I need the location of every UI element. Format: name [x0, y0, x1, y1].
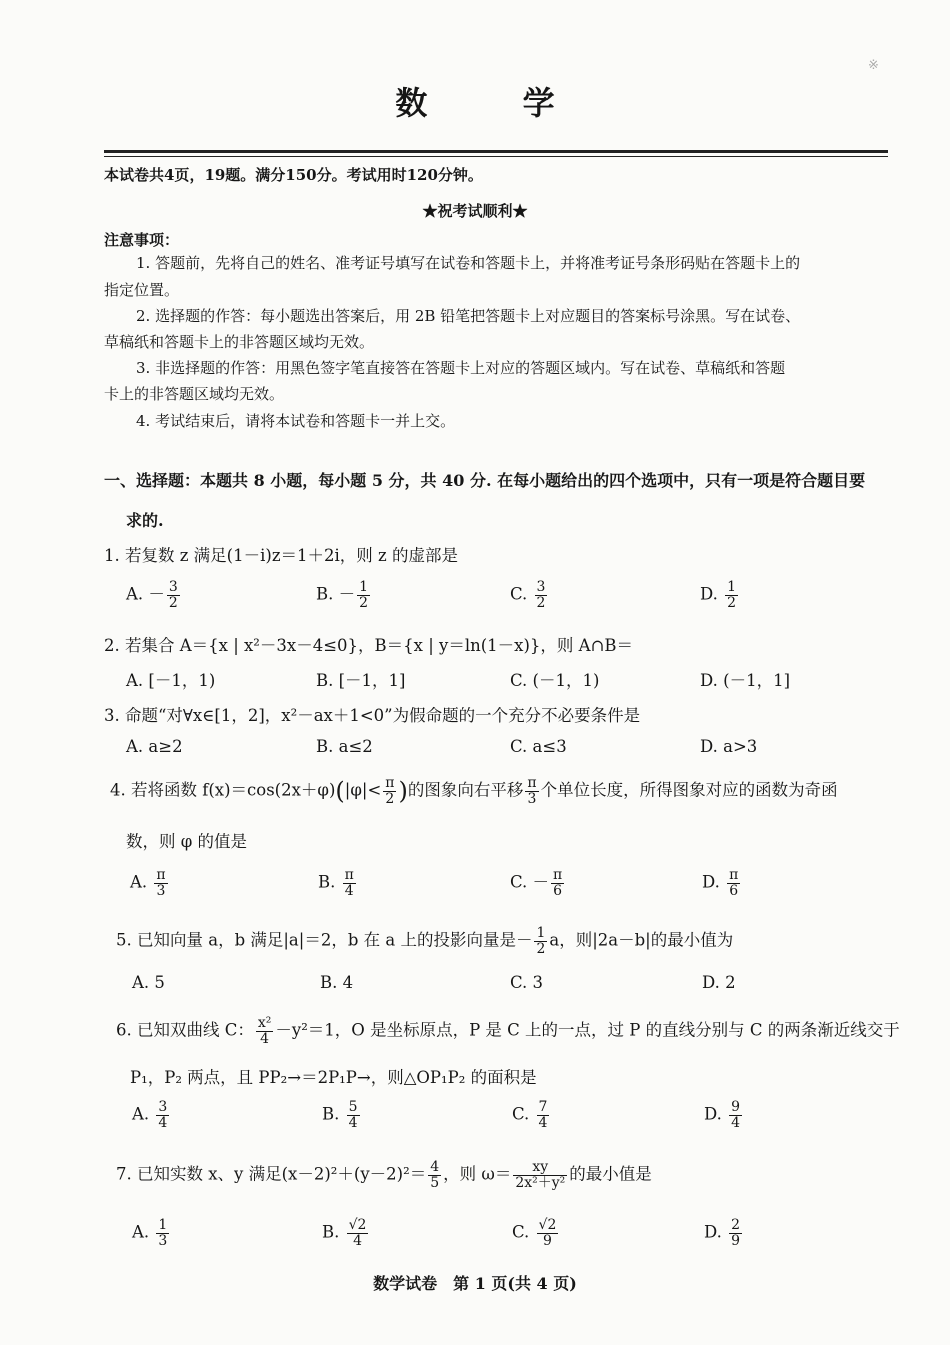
q3-option-d: D. a>3 — [700, 737, 758, 756]
note-2-line-2: 草稿纸和答题卡上的非答题区域均无效。 — [104, 333, 375, 351]
q6-option-b: B. $\frac{5}{4}$ — [322, 1099, 358, 1131]
note-2-line-1: 2. 选择题的作答：每小题选出答案后，用 2B 铅笔把答题卡上对应题目的答案标号涂黑。写在试卷、 — [136, 307, 801, 325]
q7-option-a: A. $\frac{1}{3}$ — [132, 1217, 168, 1249]
q7-option-c: C. $\frac{√2}{9}$ — [512, 1217, 557, 1249]
q1-option-b: B. － $\frac{1}{2}$ — [316, 579, 369, 611]
question-5-stem: 5. 已知向量 a，b 满足|a|＝2，b 在 a 上的投影向量是－ $\frac{1}{2}$ a，则|2a－b|的最小值为 — [116, 925, 734, 957]
question-7-stem: 7. 已知实数 x、y 满足(x－2)²＋(y－2)²＝ $\frac{4}{5}$ ，则 ω＝ $\frac{xy}{\text{2x²＋y²}}$ 的最小值是 — [116, 1159, 652, 1191]
question-3-stem: 3. 命题“对∀x∈[1，2]，x²－ax＋1<0”为假命题的一个充分不必要条件是 — [104, 706, 641, 725]
q1-option-d: D. $\frac{1}{2}$ — [700, 579, 737, 611]
q5-option-b: B. 4 — [320, 973, 354, 992]
note-4: 4. 考试结束后，请将本试卷和答题卡一并上交。 — [136, 412, 456, 430]
note-1-line-2: 指定位置。 — [104, 281, 180, 299]
corner-mark: ※ — [868, 58, 879, 73]
notes-heading: 注意事项： — [104, 231, 180, 249]
q6-option-c: C. $\frac{7}{4}$ — [512, 1099, 548, 1131]
note-3-line-1: 3. 非选择题的作答：用黑色签字笔直接答在答题卡上对应的答题区域内。写在试卷、草稿纸和答题 — [136, 359, 786, 377]
section-1-line-2: 求的. — [126, 511, 164, 530]
q2-option-d: D. (－1，1] — [700, 671, 791, 690]
question-1-stem: 1. 若复数 z 满足(1－i)z＝1＋2i，则 z 的虚部是 — [104, 546, 458, 565]
q4-option-d: D. $\frac{\pi}{6}$ — [702, 867, 739, 899]
q2-option-c: C. (－1，1) — [510, 671, 600, 690]
exam-info: 本试卷共4页，19题。满分150分。考试用时120分钟。 — [104, 166, 483, 184]
q2-option-b: B. [－1，1] — [316, 671, 406, 690]
q3-option-c: C. a≤3 — [510, 737, 567, 756]
q4-option-c: C. － $\frac{\pi}{6}$ — [510, 867, 563, 899]
question-6-stem-line-1: 6. 已知双曲线 C： $\frac{\text{x²}}{4}$ －y²＝1，O 是坐标原点，P 是 C 上的一点，过 P 的直线分别与 C 的两条渐近线交于 — [116, 1015, 900, 1047]
q5-option-d: D. 2 — [702, 973, 736, 992]
wish-banner: ★祝考试顺利★ — [422, 202, 528, 220]
q4-option-b: B. $\frac{\pi}{4}$ — [318, 867, 354, 899]
header-rule-thick — [104, 150, 888, 153]
q1-option-c: C. $\frac{3}{2}$ — [510, 579, 546, 611]
q3-option-b: B. a≤2 — [316, 737, 373, 756]
q4-option-a: A. $\frac{\pi}{3}$ — [130, 867, 166, 899]
section-1-line-1: 一、选择题：本题共 8 小题，每小题 5 分，共 40 分. 在每小题给出的四个选项中，只有一项是符合题目要 — [104, 471, 866, 490]
header-rule-thin — [104, 156, 888, 157]
note-1-line-1: 1. 答题前，先将自己的姓名、准考证号填写在试卷和答题卡上，并将准考证号条形码贴在答题卡上的 — [136, 254, 801, 272]
q2-option-a: A. [－1，1) — [126, 671, 216, 690]
page-footer: 数学试卷 第 1 页(共 4 页) — [373, 1274, 577, 1293]
question-6-stem-line-2: P₁，P₂ 两点，且 PP₂→＝2P₁P→，则△OP₁P₂ 的面积是 — [130, 1068, 537, 1087]
q6-option-a: A. $\frac{3}{4}$ — [132, 1099, 168, 1131]
q5-option-c: C. 3 — [510, 973, 544, 992]
question-4-stem-line-1: 4. 若将函数 f(x)＝cos(2x＋φ)(|φ|< $\frac{\pi}{2}$ )的图象向右平移 $\frac{\pi}{3}$ 个单位长度，所得图象对应的函数为奇函 — [110, 775, 838, 807]
q1-option-a: A. － $\frac{3}{2}$ — [126, 579, 178, 611]
q7-option-b: B. $\frac{√2}{4}$ — [322, 1217, 367, 1249]
q3-option-a: A. a≥2 — [126, 737, 183, 756]
q6-option-d: D. $\frac{9}{4}$ — [704, 1099, 741, 1131]
question-2-stem: 2. 若集合 A＝{x | x²－3x－4≤0}，B＝{x | y＝ln(1－x)}，则 A∩B＝ — [104, 636, 634, 655]
q7-option-d: D. $\frac{2}{9}$ — [704, 1217, 741, 1249]
question-4-stem-line-2: 数，则 φ 的值是 — [126, 832, 248, 851]
q5-option-a: A. 5 — [132, 973, 165, 992]
page-title: 数 学 — [395, 84, 597, 122]
note-3-line-2: 卡上的非答题区域均无效。 — [104, 385, 285, 403]
